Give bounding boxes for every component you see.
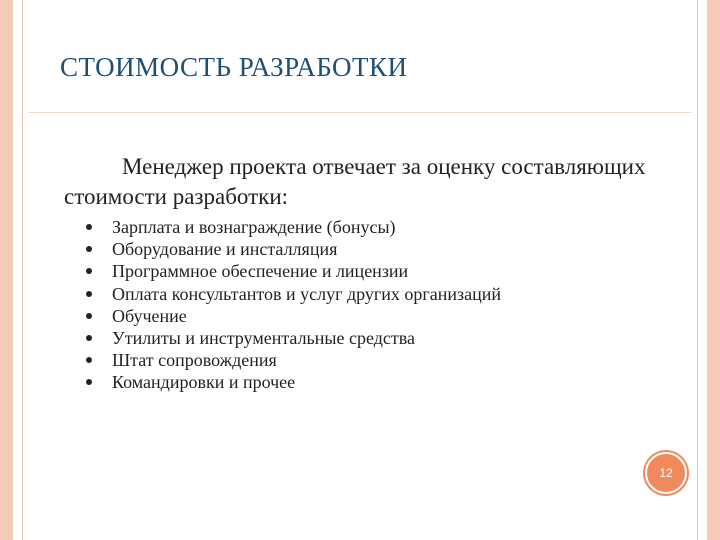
bullet-icon bbox=[86, 335, 92, 341]
right-border-stripe bbox=[707, 0, 720, 540]
bullet-item bbox=[84, 216, 501, 238]
bullet-item bbox=[84, 327, 501, 349]
bullet-item bbox=[84, 283, 501, 305]
page-number-badge: 12 bbox=[645, 452, 687, 494]
bullet-text: Зарплата и вознаграждение (бонусы) bbox=[112, 217, 396, 237]
slide-title: СТОИМОСТЬ РАЗРАБОТКИ bbox=[60, 52, 408, 82]
bullet-icon bbox=[86, 268, 92, 274]
bullet-icon bbox=[86, 246, 92, 252]
bullet-item bbox=[84, 371, 501, 393]
bullet-text: Штат сопровождения bbox=[112, 350, 277, 371]
bullet-icon bbox=[86, 224, 92, 230]
bullet-icon bbox=[86, 379, 92, 385]
bullet-icon bbox=[86, 291, 92, 297]
intro-paragraph: Менеджер проекта отвечает за оценку составляющих стоимости разработки: bbox=[64, 154, 646, 209]
bullet-item bbox=[84, 305, 501, 327]
bullet-item bbox=[84, 260, 501, 282]
bullet-text: Утилиты и инструментальные средства bbox=[112, 328, 415, 349]
bullet-text: Программное обеспечение и лицензии bbox=[112, 261, 409, 282]
bullet-text: Оборудование и инсталляция bbox=[112, 239, 338, 260]
bullet-item bbox=[84, 238, 501, 260]
title-divider bbox=[28, 112, 692, 113]
left-border-stripe bbox=[0, 0, 13, 540]
bullet-icon bbox=[86, 313, 92, 319]
bullet-item bbox=[84, 349, 501, 371]
bullet-text: Оплата консультантов и услуг других организаций bbox=[112, 283, 502, 304]
bullet-list bbox=[84, 216, 501, 394]
bullet-text: Командировки и прочее bbox=[112, 372, 296, 393]
bullet-icon bbox=[86, 357, 92, 363]
bullet-text: Обучение bbox=[112, 305, 187, 326]
